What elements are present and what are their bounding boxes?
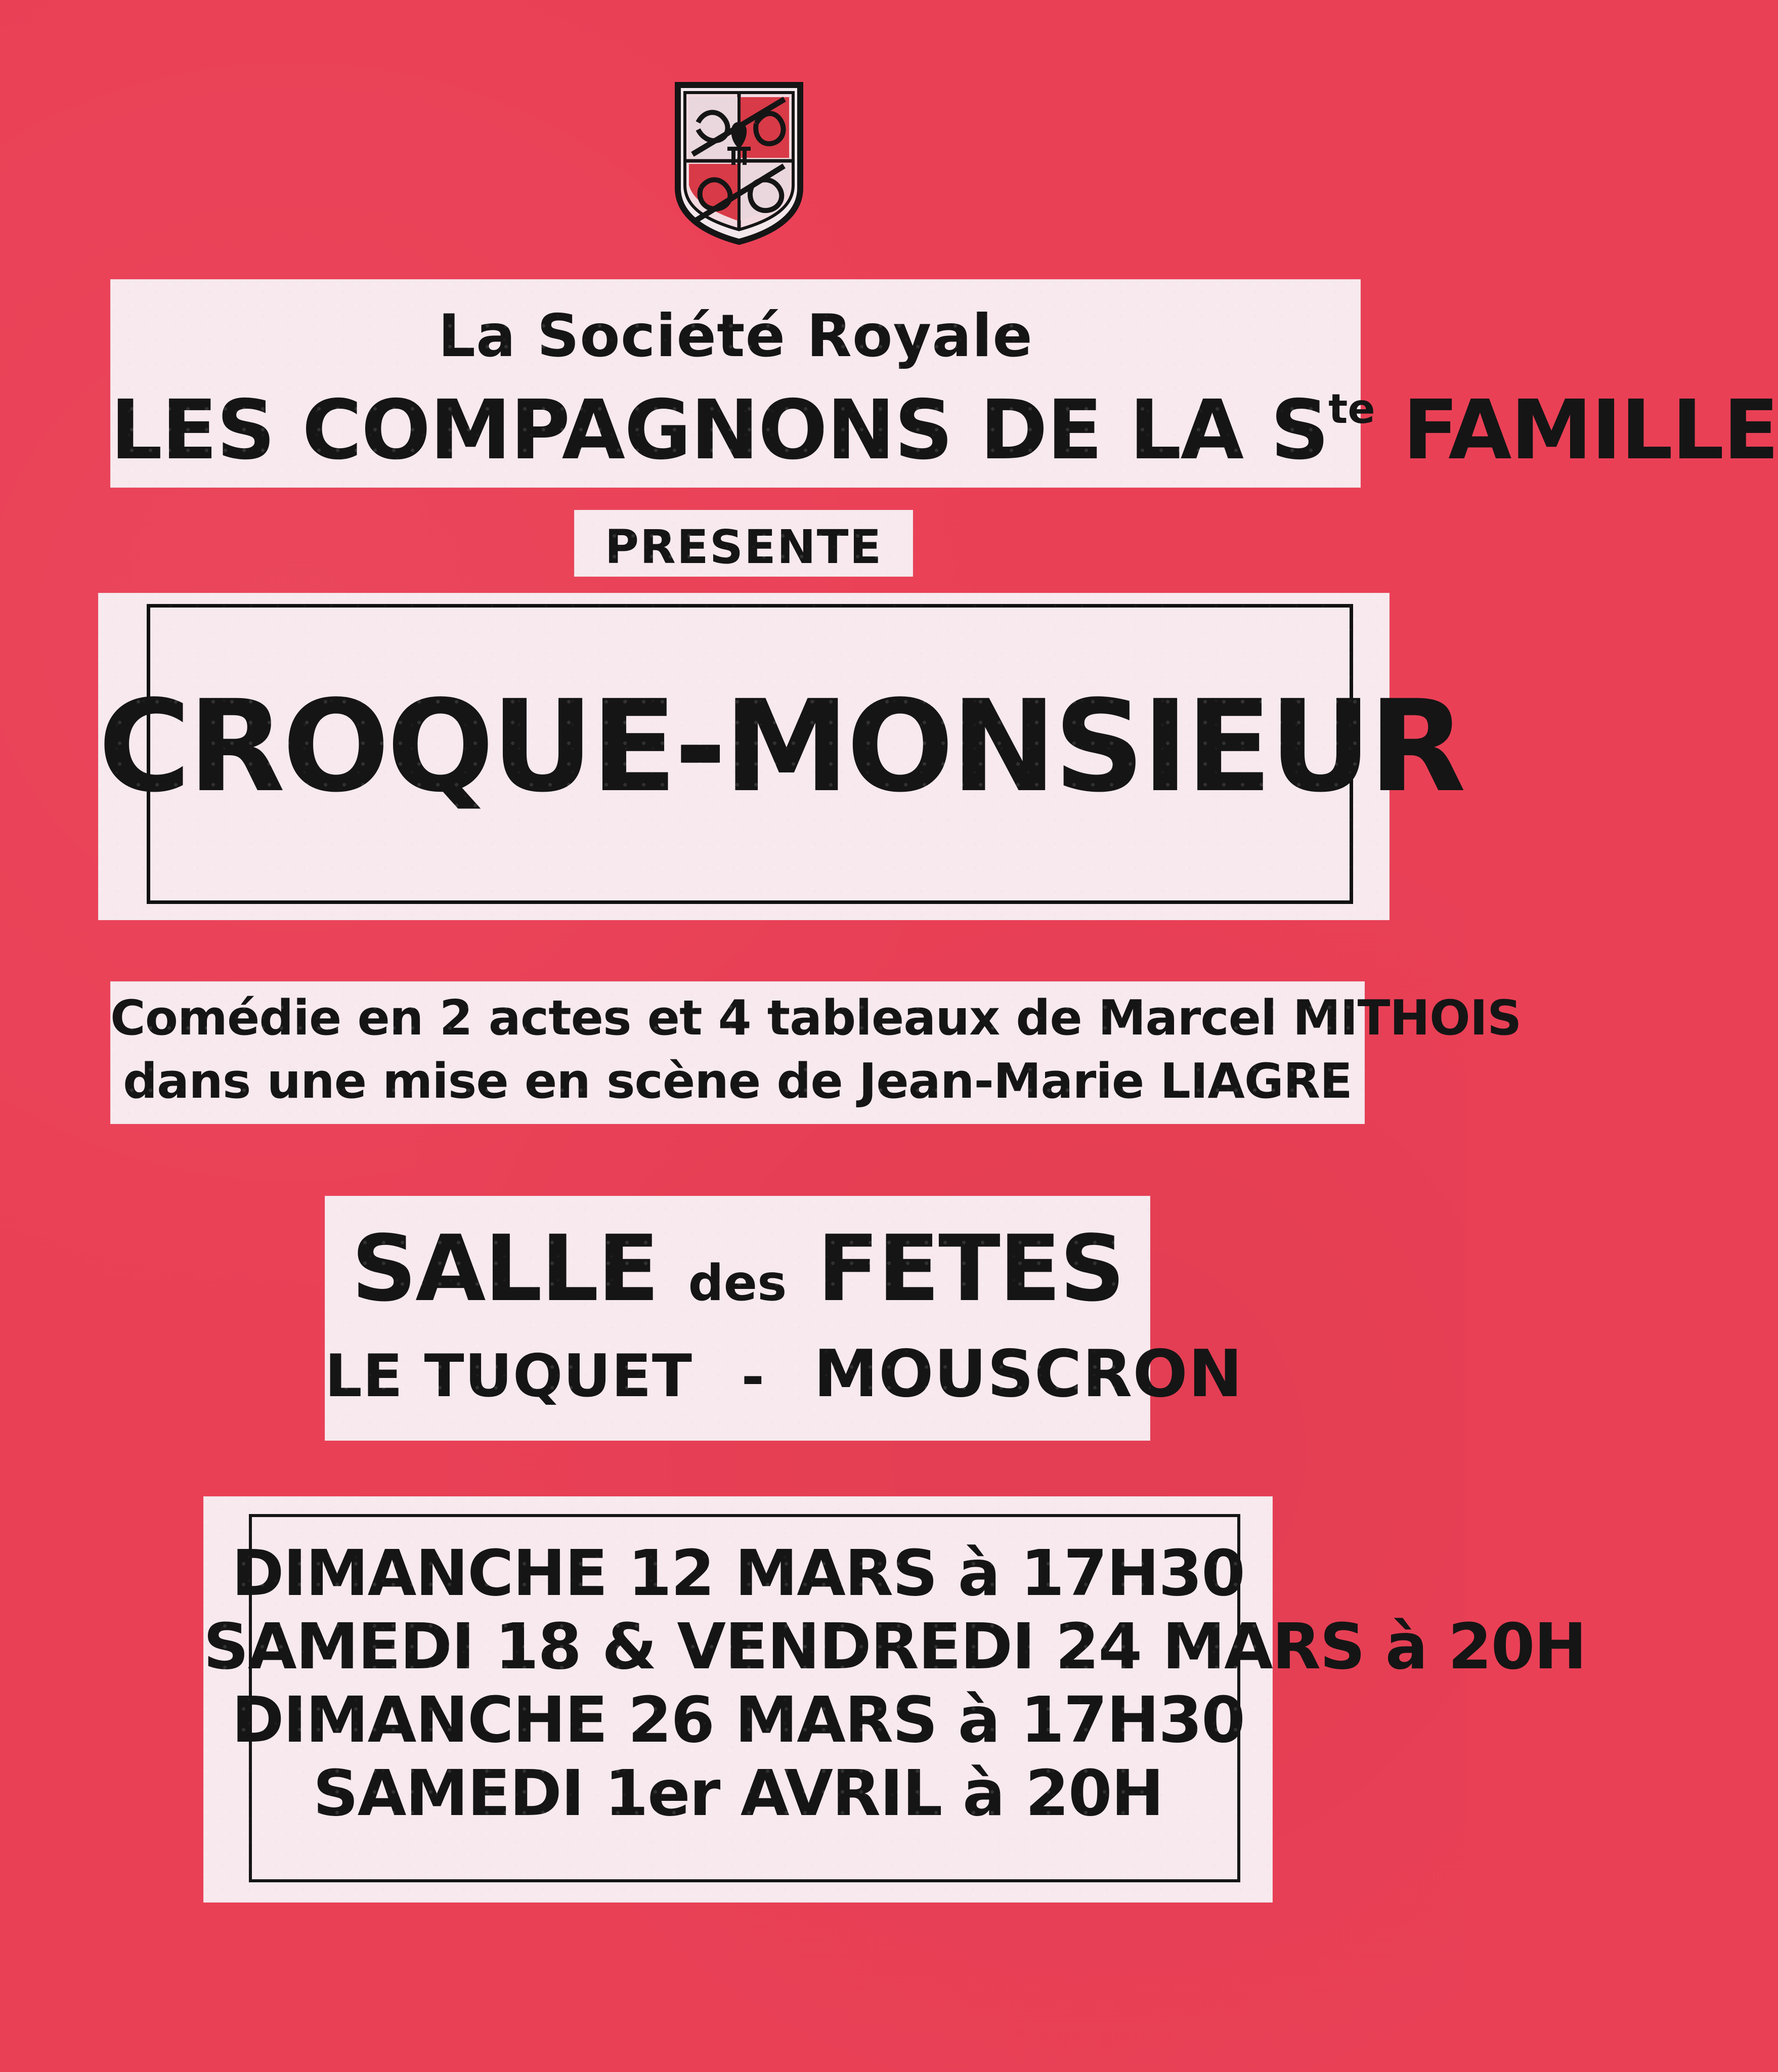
presents-label: PRESENTE [604,520,883,574]
venue-name-des: des [688,1255,787,1312]
organizer-name-main: LES COMPAGNONS DE LA S [110,383,1329,478]
venue-location-mouscron: MOUSCRON [813,1336,1243,1412]
organizer-society: La Société Royale [438,302,1033,370]
play-title-card [98,593,1463,920]
dates-card [203,1496,1586,1903]
venue-name-fetes: FETES [817,1216,1124,1322]
venue-name [325,1216,1150,1322]
venue-location [325,1336,1243,1412]
date-line: SAMEDI 18 & VENDREDI 24 MARS à 20H [203,1610,1586,1684]
play-director: dans une mise en scène de Jean-Marie LIAGRE [123,1054,1352,1109]
organizer-name-superscript: te [1328,385,1375,433]
venue-card [325,1196,1243,1441]
venue-name-salle: SALLE [351,1216,658,1322]
coat-of-arms-icon [669,75,809,248]
play-title: CROQUE-MONSIEUR [98,673,1463,820]
organizer-name [110,383,1778,478]
presents-card [574,510,913,577]
date-line: DIMANCHE 26 MARS à 17H30 [231,1684,1245,1757]
organizer-name-end: FAMILLE [1403,383,1778,478]
play-description: Comédie en 2 actes et 4 tableaux de Marcel MITHOIS [110,990,1522,1046]
venue-location-dash: - [741,1345,765,1409]
venue-location-tuquet: LE TUQUET [325,1342,693,1410]
organizer-card [110,279,1778,488]
date-line: DIMANCHE 12 MARS à 17H30 [231,1537,1245,1610]
date-line: SAMEDI 1er AVRIL à 20H [313,1757,1163,1830]
play-details-card [110,981,1522,1124]
